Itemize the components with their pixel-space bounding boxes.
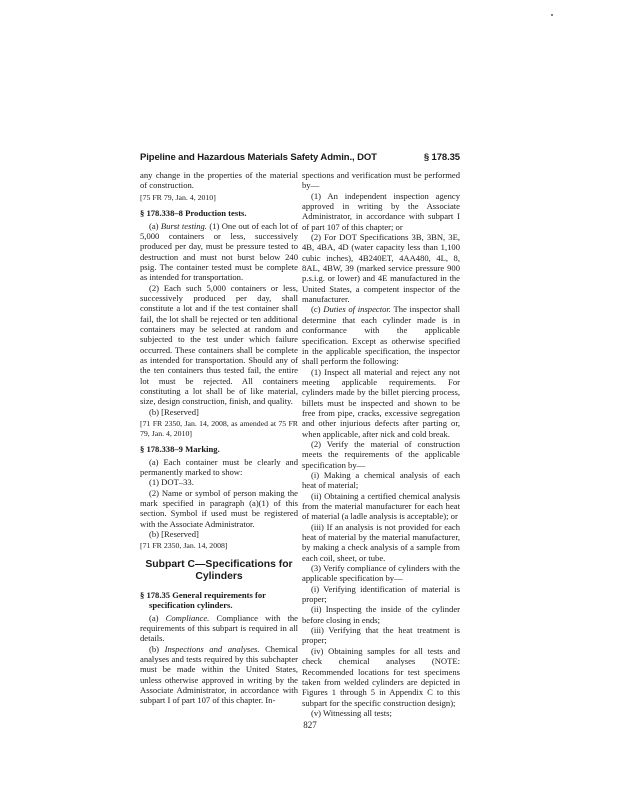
paragraph	[140, 644, 298, 706]
paragraph-text: (ii) Obtaining a certified chemical analysis from the material manufacturer for each heat of material (a ladle analysis is acceptable); or	[302, 490, 460, 522]
paragraph-text: (b) [Reserved]	[149, 406, 199, 417]
paragraph	[140, 407, 298, 417]
paragraph-text: (ii) Inspecting the inside of the cylinder before closing in ends;	[302, 604, 460, 625]
paragraph-text: (1) DOT–33.	[149, 477, 194, 488]
paragraph-heading: Burst testing.	[160, 220, 207, 231]
paragraph	[302, 491, 460, 522]
paragraph-heading: Compliance.	[165, 612, 210, 623]
paragraph-label: (a)	[149, 220, 161, 231]
paragraph	[302, 191, 460, 232]
paragraph	[302, 439, 460, 470]
section-number: § 178.338–8	[140, 208, 183, 219]
right-column	[302, 170, 460, 718]
paragraph	[140, 283, 298, 407]
paragraph-text: (iii) Verifying that the heat treatment is proper;	[302, 625, 460, 646]
paragraph-text: any change in the properties of the material of construction.	[140, 170, 298, 191]
paragraph-text: (b) [Reserved]	[149, 529, 199, 540]
paragraph-text: (a) Each container must be clearly and permanently marked to show:	[140, 456, 298, 478]
citation: [71 FR 2350, Jan. 14, 2008]	[140, 541, 228, 551]
paragraph	[302, 563, 460, 584]
paragraph-text: (2) For DOT Specifications 3B, 3BN, 3E, 4B, 4BA, 4D (water capacity less than 1,100 cubic inches), 4B240ET, 4AA480, 4L, 8, 8AL, 4BW, 39 (marked service pressure 900 p.s.i.g. or lower) and 4E manufactured in the United States, a competent inspector of the manufacturer.	[302, 232, 460, 305]
paragraph	[302, 367, 460, 439]
section-heading	[140, 208, 298, 218]
paragraph	[302, 584, 460, 605]
paragraph-text: (2) Verify the material of construction meets the requirements of the applicable specification by—	[302, 438, 460, 470]
citation: [71 FR 2350, Jan. 14, 2008, as amended at 75 FR 79, Jan. 4, 2010]	[140, 419, 298, 438]
paragraph-text: The inspector shall determine that each cylinder made is in conformance with the applicable specification. Except as otherwise specified in the applicable specification, the inspector shall perform the following:	[302, 304, 460, 367]
paragraph	[140, 457, 298, 478]
paragraph-text: (v) Witnessing all tests;	[311, 707, 392, 718]
paragraph	[302, 522, 460, 563]
paragraph-text: (i) Making a chemical analysis of each heat of material;	[302, 469, 460, 491]
section-title: General requirements for specification cylinders.	[149, 590, 266, 611]
paragraph-label: (a)	[149, 612, 166, 623]
paragraph-text: (1) Inspect all material and reject any not meeting applicable requirements. For cylinders made by the billet piercing process, billets must be inspected and shown to be free from pipe, cracks, excessive segregation and other injurious defects after parting or, when applicable, after nick and cold break.	[302, 366, 460, 439]
paragraph-text: (iv) Obtaining samples for all tests and check chemical analyses (NOTE: Recommended locations for test specimens taken from welded cylinders are depicted in Figures 1 through 5 in Appendix C to this subpart for the specific construction design);	[302, 645, 460, 708]
section-number: § 178.35	[140, 590, 171, 601]
paragraph-text: (2) Name or symbol of person making the mark specified in paragraph (a)(1) of this section. Symbol if used must be registered with the Associate Administrator.	[140, 487, 298, 529]
paragraph-heading: Inspections and analyses.	[164, 643, 260, 654]
running-header	[140, 152, 460, 163]
paragraph	[302, 170, 460, 191]
paragraph-text: (3) Verify compliance of cylinders with the applicable specification by—	[302, 563, 460, 584]
subpart-heading: Subpart C—Specifications for Cylinders	[145, 559, 293, 583]
paragraph	[302, 625, 460, 646]
paragraph-text: Compliance with the requirements of this subpart is required in all details.	[140, 612, 298, 644]
section-heading	[140, 590, 298, 611]
scan-speck	[551, 14, 553, 16]
section-heading	[140, 444, 298, 454]
paragraph-label: (b)	[149, 643, 165, 654]
paragraph	[140, 170, 298, 191]
section-title: Marking.	[185, 444, 220, 455]
paragraph-text: (1) One out of each lot of 5,000 containers or less, successively produced per day, must be pressure tested to destruction and must not burst below 240 psig. The container tested must be complete as intended for transportation.	[140, 220, 298, 283]
paragraph-text: (i) Verifying identification of material is proper;	[302, 583, 460, 605]
citation: [75 FR 79, Jan. 4, 2010]	[140, 192, 216, 202]
section-title: Production tests.	[185, 208, 247, 219]
paragraph-text: Chemical analyses and tests required by this subchapter must be made within the United States, unless otherwise approved in writing by the Associate Administrator, in accordance with subpart I of part 107 of this chapter. In-	[140, 643, 298, 706]
paragraph	[140, 477, 298, 487]
paragraph-label: (c)	[311, 304, 324, 315]
header-title: Pipeline and Hazardous Materials Safety Admin., DOT	[140, 152, 377, 163]
paragraph	[302, 708, 460, 718]
paragraph	[140, 488, 298, 529]
paragraph-text: (1) An independent inspection agency approved in writing by the Associate Administrator, in accordance with subpart I of part 107 of this chapter; or	[302, 190, 460, 232]
paragraph	[302, 646, 460, 708]
paragraph-text: (iii) If an analysis is not provided for each heat of material by the material manufacturer, by making a check analysis of a sample from each coil, sheet, or tube.	[302, 521, 460, 563]
paragraph	[302, 604, 460, 625]
paragraph	[140, 529, 298, 539]
paragraph	[302, 232, 460, 304]
page-number: 827	[303, 720, 317, 730]
paragraph-heading: Duties of inspector.	[323, 304, 391, 315]
section-number: § 178.338–9	[140, 444, 183, 455]
left-column	[140, 170, 298, 706]
paragraph	[302, 304, 460, 366]
paragraph	[140, 221, 298, 283]
paragraph-text: spections and verification must be performed by—	[302, 170, 460, 191]
paragraph	[140, 613, 298, 644]
paragraph-text: (2) Each such 5,000 containers or less, successively produced per day, shall constitute a lot and if the test container shall fail, the lot shall be rejected or ten additional containers may be selected at random and subjected to the test under which failure occurred. These containers shall be complete as intended for transportation. Should any of the ten containers thus tested fail, the entire lot must be rejected. All containers constituting a lot shall be of like material, size, design construction, finish, and quality.	[140, 282, 298, 407]
header-section: § 178.35	[423, 152, 460, 163]
paragraph	[302, 470, 460, 491]
